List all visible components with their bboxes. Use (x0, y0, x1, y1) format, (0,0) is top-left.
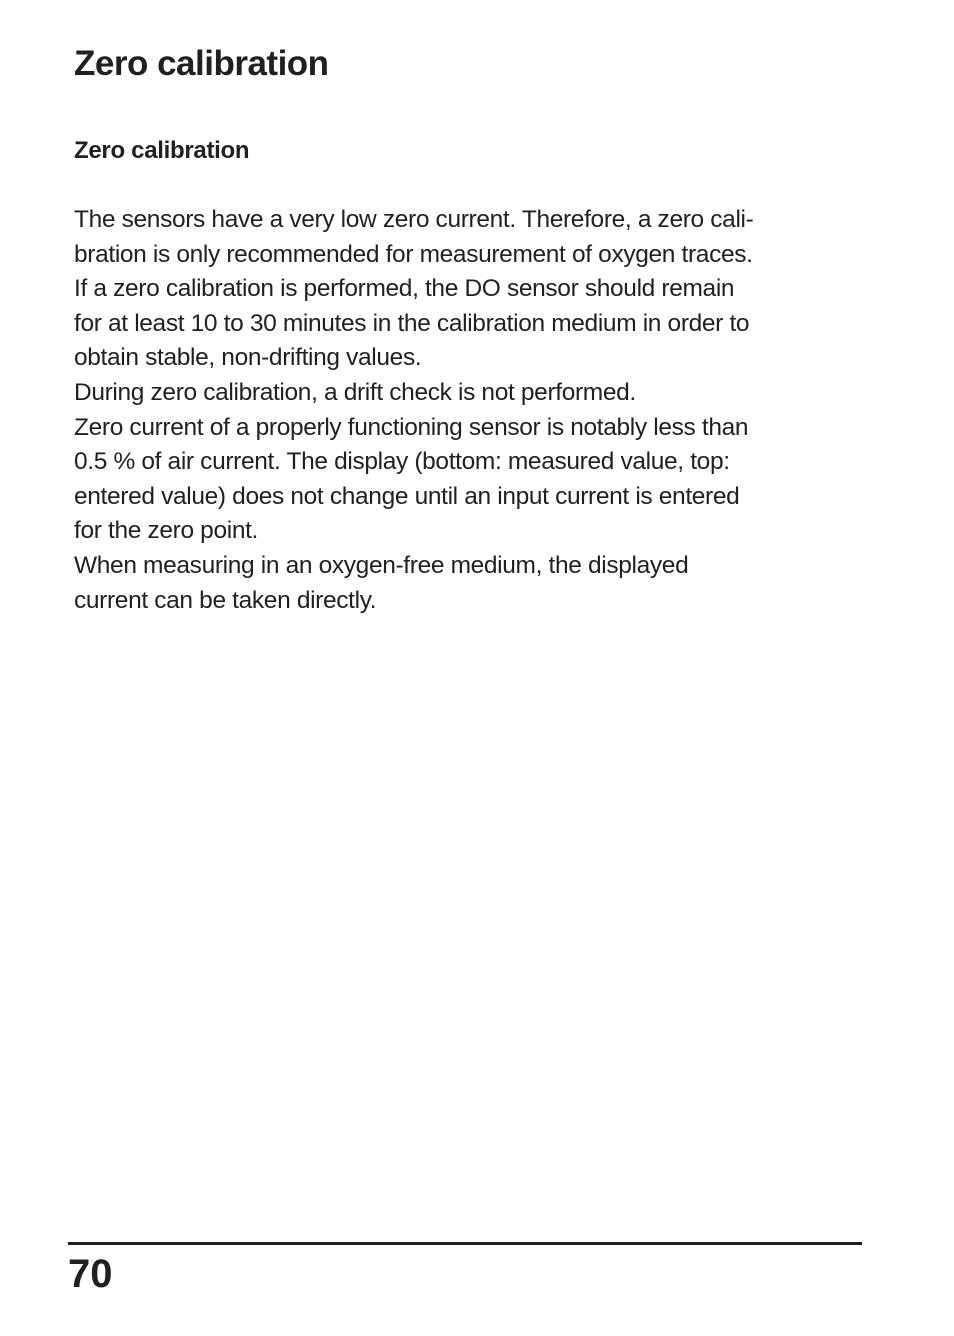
body-line: If a zero calibration is performed, the DO sensor should remain (74, 275, 735, 303)
section-heading: Zero calibration (74, 137, 250, 164)
page-number: 70 (68, 1252, 113, 1296)
body-line: 0.5 % of air current. The display (bottom: measured value, top: (74, 448, 730, 476)
body-line: bration is only recommended for measurement of oxygen traces. (74, 240, 753, 268)
body-line: entered value) does not change until an input current is entered (74, 482, 740, 510)
body-line: During zero calibration, a drift check is not performed. (74, 378, 636, 406)
footer-divider (68, 1242, 862, 1245)
body-line: for the zero point. (74, 517, 259, 545)
page-title: Zero calibration (74, 44, 329, 83)
body-line: When measuring in an oxygen-free medium, the displayed (74, 551, 689, 579)
body-text (74, 203, 874, 618)
body-line: Zero current of a properly functioning sensor is notably less than (74, 413, 749, 441)
body-line: for at least 10 to 30 minutes in the calibration medium in order to (74, 309, 750, 337)
body-line: current can be taken directly. (74, 586, 377, 614)
body-line: obtain stable, non-drifting values. (74, 344, 422, 372)
body-line: The sensors have a very low zero current. Therefore, a zero cali- (74, 206, 754, 233)
